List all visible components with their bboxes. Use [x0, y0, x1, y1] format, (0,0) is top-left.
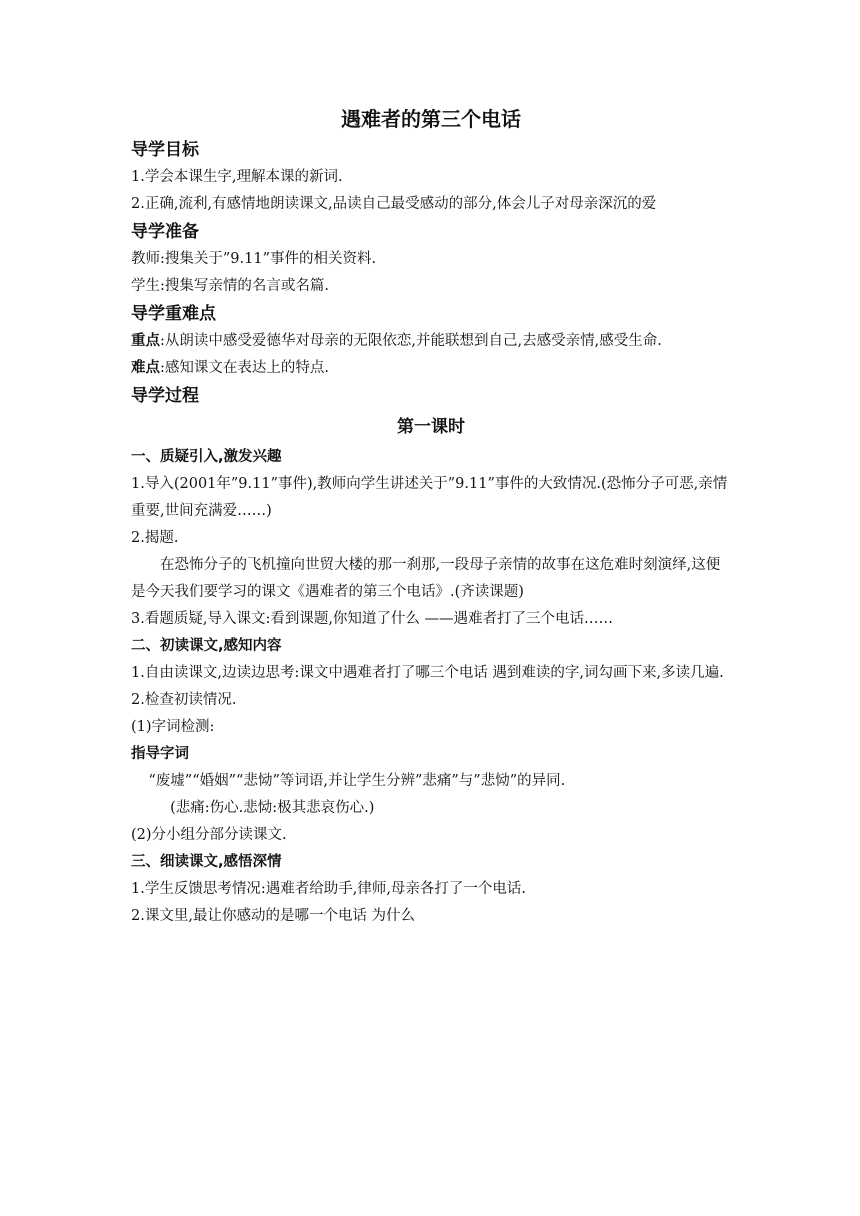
- section2-item-3: (1)字词检测:: [131, 719, 215, 735]
- key-points-heading: 导学重难点: [131, 304, 216, 324]
- prep-teacher: 教师:搜集关于”9.11”事件的相关资料.: [131, 251, 377, 267]
- section3-heading: 三、细读课文,感悟深情: [131, 854, 282, 870]
- hard-point-text: :感知课文在表达上的特点.: [160, 360, 329, 376]
- section3-item-2: 2.课文里,最让你感动的是哪一个电话 为什么: [131, 908, 416, 924]
- section1-item-1: 1.导入(2001年”9.11”事件),教师向学生讲述关于”9.11”事件的大致情况.(恐怖分子可恶,亲情重要,世间充满爱……): [131, 476, 728, 519]
- section1-item-3: 3.看题质疑,导入课文:看到课题,你知道了什么 ——遇难者打了三个电话……: [131, 611, 614, 627]
- guide-words-text: “废墟”“婚姻”“悲恸”等词语,并让学生分辨”悲痛”与”悲恸”的异同.: [148, 773, 566, 789]
- process-heading: 导学过程: [131, 386, 199, 406]
- document-title: 遇难者的第三个电话: [341, 107, 521, 131]
- section3-item-1: 1.学生反馈思考情况:遇难者给助手,律师,母亲各打了一个电话.: [131, 881, 527, 897]
- section1-paragraph: 在恐怖分子的飞机撞向世贸大楼的那一刹那,一段母子亲情的故事在这危难时刻演绎,这便是今天我们要学习的课文《遇难者的第三个电话》.(齐读课题): [131, 557, 721, 600]
- section2-item-1: 1.自由读课文,边读边思考:课文中遇难者打了哪三个电话 遇到难读的字,词勾画下来,多读几遍.: [131, 665, 724, 681]
- guide-words-note: (悲痛:伤心.悲恸:极其悲哀伤心.): [170, 800, 375, 816]
- section2-item-2: 2.检查初读情况.: [131, 692, 237, 708]
- section1-heading: 一、质疑引入,激发兴趣: [131, 449, 282, 465]
- section1-item-2: 2.揭题.: [131, 530, 179, 546]
- section2-heading: 二、初读课文,感知内容: [131, 638, 282, 654]
- goals-heading: 导学目标: [131, 140, 199, 160]
- group-reading: (2)分小组分部分读课文.: [131, 827, 287, 843]
- goal-item-2: 2.正确,流利,有感情地朗读课文,品读自己最受感动的部分,体会儿子对母亲深沉的爱: [131, 196, 657, 212]
- guide-words-heading: 指导字词: [131, 746, 189, 762]
- document-page: [131, 102, 731, 930]
- hard-point-label: 难点: [131, 360, 160, 376]
- hard-point: [131, 355, 731, 382]
- lesson-heading: 第一课时: [397, 417, 465, 437]
- key-point: [131, 328, 731, 355]
- goal-item-1: 1.学会本课生字,理解本课的新词.: [131, 169, 343, 185]
- key-point-label: 重点: [131, 333, 160, 349]
- prep-heading: 导学准备: [131, 222, 199, 242]
- prep-student: 学生:搜集写亲情的名言或名篇.: [131, 278, 329, 294]
- key-point-text: :从朗读中感受爱德华对母亲的无限依恋,并能联想到自己,去感受亲情,感受生命.: [160, 333, 662, 349]
